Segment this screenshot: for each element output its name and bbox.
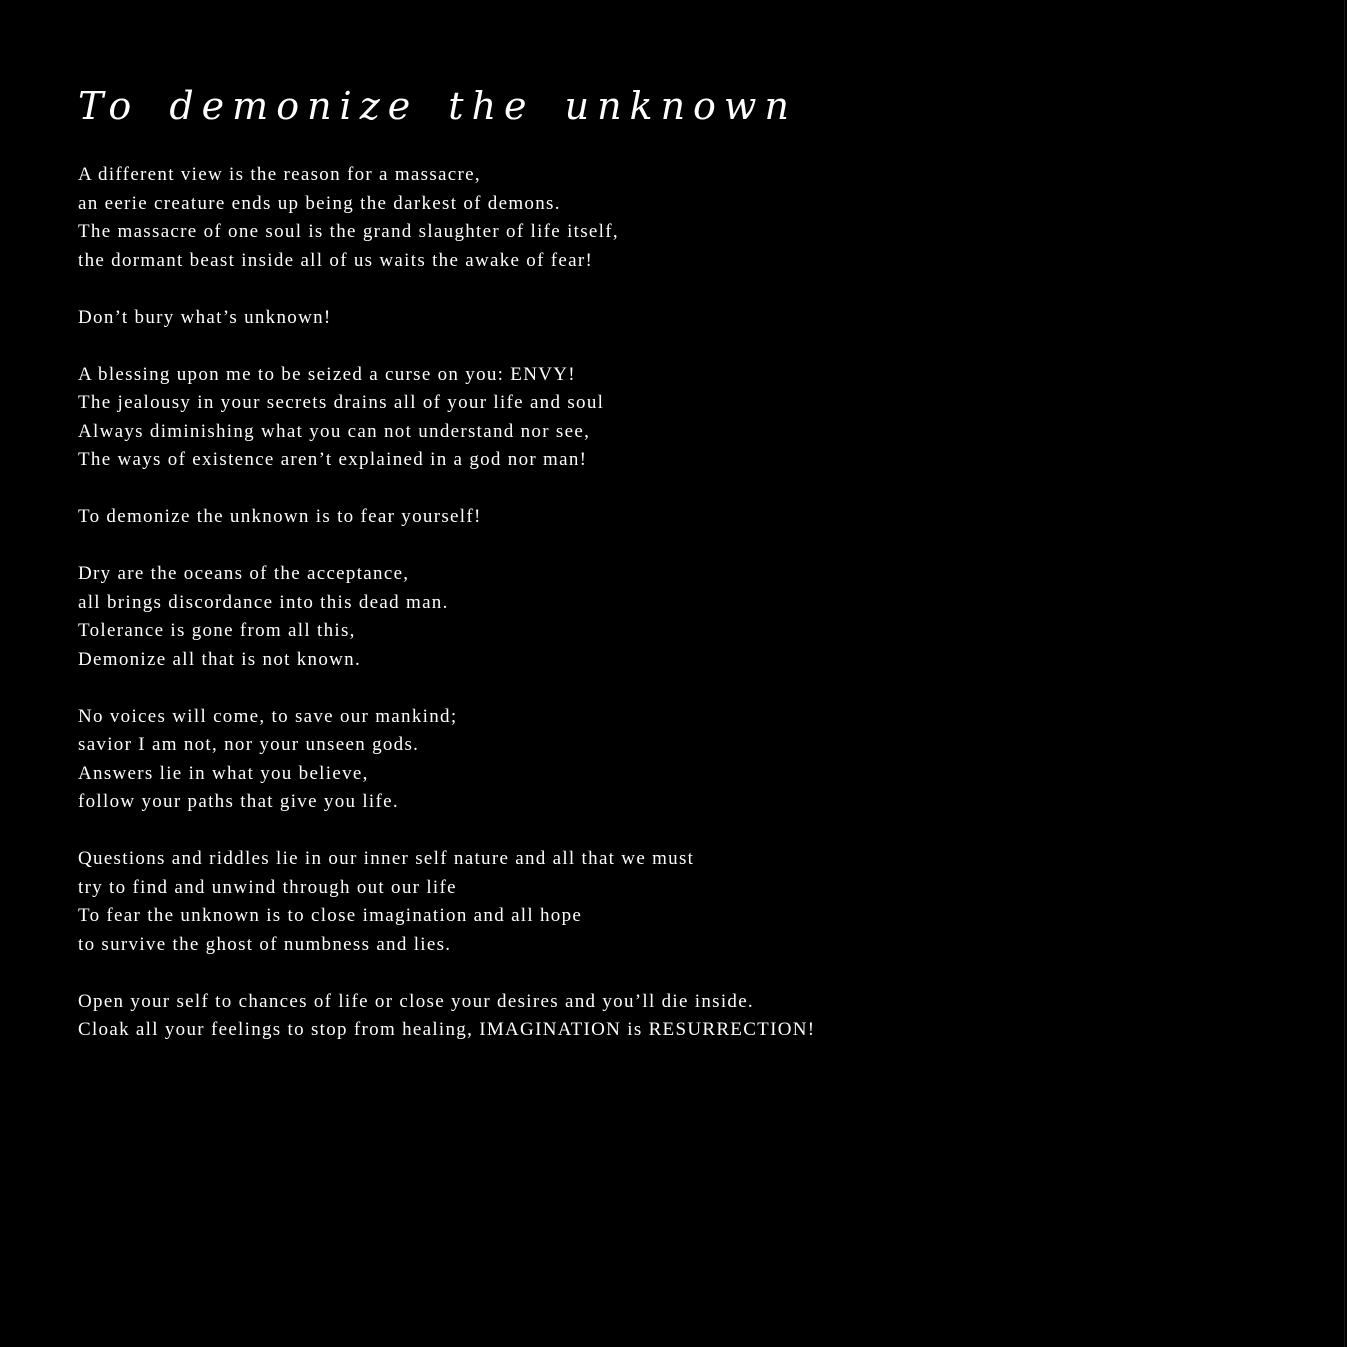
poem-line: Questions and riddles lie in our inner self nature and all that we must	[78, 848, 695, 869]
poem-line: Cloak all your feelings to stop from healing, IMAGINATION is RESURRECTION!	[78, 1019, 816, 1040]
poem-line: an eerie creature ends up being the darkest of demons.	[78, 192, 561, 214]
poem-line: The ways of existence aren’t explained in a god nor man!	[78, 449, 588, 470]
poem-line: Answers lie in what you believe,	[78, 762, 369, 784]
poem-line: Always diminishing what you can not understand nor see,	[78, 420, 591, 442]
poem-line: Dry are the oceans of the acceptance,	[78, 563, 410, 584]
stanza	[78, 703, 1278, 817]
poem-line: Demonize all that is not known.	[78, 648, 362, 670]
poem-line: the dormant beast inside all of us waits the awake of fear!	[78, 249, 594, 271]
stanza	[78, 560, 1278, 674]
page-edge-divider	[1344, 0, 1345, 1347]
stanza	[78, 988, 1278, 1045]
poem-title: To demonize the unknown	[78, 84, 797, 128]
poem-line: Tolerance is gone from all this,	[78, 620, 356, 641]
stanza	[78, 304, 1278, 333]
poem-line: to survive the ghost of numbness and lies.	[78, 933, 452, 955]
poem-line: savior I am not, nor your unseen gods.	[78, 734, 420, 755]
poem-line: A different view is the reason for a massacre,	[78, 164, 481, 185]
poem-line: all brings discordance into this dead man.	[78, 591, 449, 613]
poem-line: To demonize the unknown is to fear yourself!	[78, 506, 482, 527]
stanza	[78, 161, 1278, 275]
poem-line: try to find and unwind through out our life	[78, 876, 457, 898]
poem-line: To fear the unknown is to close imagination and all hope	[78, 905, 583, 926]
stanza	[78, 361, 1278, 475]
stanza	[78, 503, 1278, 532]
poem-line: Open your self to chances of life or close your desires and you’ll die inside.	[78, 990, 754, 1012]
poem-line: No voices will come, to save our mankind;	[78, 705, 458, 727]
poem-line: follow your paths that give you life.	[78, 791, 399, 812]
poem-body	[78, 161, 1278, 1073]
poem-line: The jealousy in your secrets drains all of your life and soul	[78, 392, 605, 413]
poem-line: The massacre of one soul is the grand slaughter of life itself,	[78, 221, 619, 242]
stanza	[78, 845, 1278, 959]
poem-line: Don’t bury what’s unknown!	[78, 306, 332, 328]
poem-line: A blessing upon me to be seized a curse on you: ENVY!	[78, 363, 576, 385]
